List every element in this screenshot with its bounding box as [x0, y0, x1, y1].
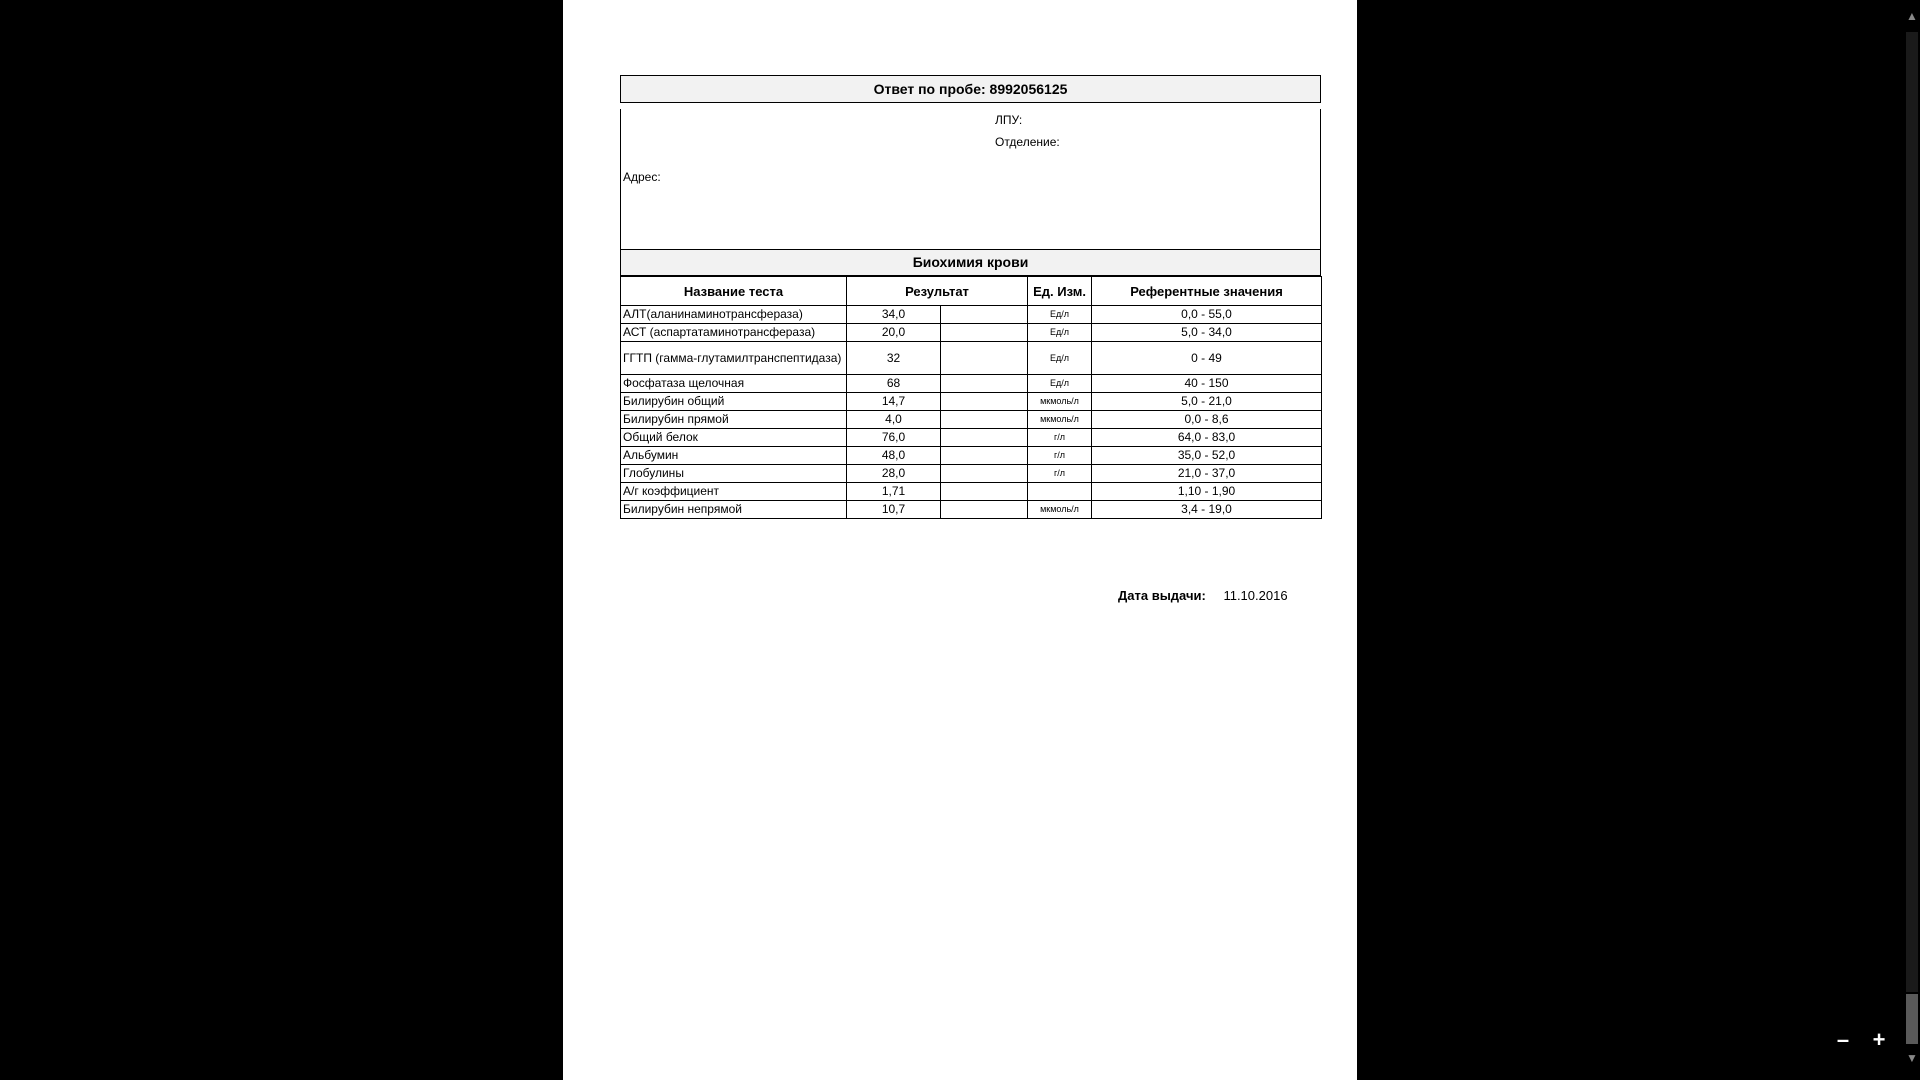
scrollbar-track[interactable]	[1906, 32, 1918, 992]
section-title: Биохимия крови	[620, 249, 1321, 276]
column-header-name: Название теста	[621, 277, 847, 306]
unit-cell: г/л	[1028, 429, 1092, 447]
result-flag-cell	[941, 411, 1028, 429]
reference-range-cell: 40 - 150	[1092, 375, 1322, 393]
test-name-cell: Глобулины	[621, 465, 847, 483]
reference-range-cell: 1,10 - 1,90	[1092, 483, 1322, 501]
result-flag-cell	[941, 483, 1028, 501]
test-name-cell: ГГТП (гамма-глутамилтранспептидаза)	[621, 342, 847, 375]
test-name-cell: Фосфатаза щелочная	[621, 375, 847, 393]
issue-date-label: Дата выдачи:	[1118, 588, 1206, 603]
result-flag-cell	[941, 393, 1028, 411]
zoom-out-button[interactable]: –	[1836, 1027, 1850, 1052]
table-row	[621, 447, 1322, 465]
column-header-result: Результат	[847, 277, 1028, 306]
table-row	[621, 483, 1322, 501]
result-value-cell: 68	[847, 375, 941, 393]
lpu-label: ЛПУ:	[995, 113, 1023, 127]
table-row	[621, 429, 1322, 447]
test-name-cell: АСТ (аспартатаминотрансфераза)	[621, 324, 847, 342]
result-value-cell: 14,7	[847, 393, 941, 411]
column-header-unit: Ед. Изм.	[1028, 277, 1092, 306]
reference-range-cell: 5,0 - 34,0	[1092, 324, 1322, 342]
result-flag-cell	[941, 447, 1028, 465]
result-value-cell: 32	[847, 342, 941, 375]
table-header-row	[621, 277, 1322, 306]
test-name-cell: Билирубин общий	[621, 393, 847, 411]
reference-range-cell: 5,0 - 21,0	[1092, 393, 1322, 411]
patient-info-box	[620, 109, 1321, 249]
result-value-cell: 48,0	[847, 447, 941, 465]
result-flag-cell	[941, 429, 1028, 447]
result-value-cell: 34,0	[847, 306, 941, 324]
table-row	[621, 306, 1322, 324]
zoom-in-button[interactable]: +	[1872, 1027, 1886, 1052]
test-name-cell: Альбумин	[621, 447, 847, 465]
result-value-cell: 28,0	[847, 465, 941, 483]
reference-range-cell: 0 - 49	[1092, 342, 1322, 375]
report-title: Ответ по пробе: 8992056125	[620, 75, 1321, 103]
test-name-cell: Общий белок	[621, 429, 847, 447]
unit-cell: Ед/л	[1028, 375, 1092, 393]
table-row	[621, 465, 1322, 483]
issue-date-block	[1118, 588, 1288, 603]
department-label: Отделение:	[995, 135, 1060, 149]
unit-cell: Ед/л	[1028, 306, 1092, 324]
unit-cell: Ед/л	[1028, 342, 1092, 375]
unit-cell: г/л	[1028, 465, 1092, 483]
reference-range-cell: 21,0 - 37,0	[1092, 465, 1322, 483]
address-label: Адрес:	[623, 170, 661, 184]
lab-report	[620, 75, 1321, 519]
results-table	[620, 276, 1322, 519]
unit-cell: Ед/л	[1028, 324, 1092, 342]
result-flag-cell	[941, 465, 1028, 483]
test-name-cell: Билирубин непрямой	[621, 501, 847, 519]
unit-cell: г/л	[1028, 447, 1092, 465]
column-header-reference: Референтные значения	[1092, 277, 1322, 306]
document-page	[563, 0, 1357, 1080]
table-row	[621, 342, 1322, 375]
table-row	[621, 411, 1322, 429]
unit-cell	[1028, 483, 1092, 501]
result-flag-cell	[941, 501, 1028, 519]
result-flag-cell	[941, 342, 1028, 375]
table-row	[621, 501, 1322, 519]
result-value-cell: 20,0	[847, 324, 941, 342]
vertical-scrollbar[interactable]	[1904, 0, 1920, 1080]
reference-range-cell: 0,0 - 55,0	[1092, 306, 1322, 324]
test-name-cell: АЛТ(аланинаминотрансфераза)	[621, 306, 847, 324]
result-value-cell: 76,0	[847, 429, 941, 447]
result-flag-cell	[941, 306, 1028, 324]
chevron-down-icon[interactable]: ▼	[1906, 1051, 1918, 1065]
unit-cell: мкмоль/л	[1028, 501, 1092, 519]
table-row	[621, 375, 1322, 393]
result-value-cell: 1,71	[847, 483, 941, 501]
result-value-cell: 10,7	[847, 501, 941, 519]
chevron-up-icon[interactable]: ▲	[1906, 9, 1918, 23]
result-flag-cell	[941, 375, 1028, 393]
reference-range-cell: 64,0 - 83,0	[1092, 429, 1322, 447]
scrollbar-thumb[interactable]	[1906, 994, 1918, 1044]
result-flag-cell	[941, 324, 1028, 342]
test-name-cell: А/г коэффициент	[621, 483, 847, 501]
reference-range-cell: 0,0 - 8,6	[1092, 411, 1322, 429]
reference-range-cell: 35,0 - 52,0	[1092, 447, 1322, 465]
reference-range-cell: 3,4 - 19,0	[1092, 501, 1322, 519]
unit-cell: мкмоль/л	[1028, 411, 1092, 429]
test-name-cell: Билирубин прямой	[621, 411, 847, 429]
table-row	[621, 393, 1322, 411]
unit-cell: мкмоль/л	[1028, 393, 1092, 411]
issue-date-value: 11.10.2016	[1223, 588, 1288, 603]
result-value-cell: 4,0	[847, 411, 941, 429]
table-row	[621, 324, 1322, 342]
results-body	[621, 306, 1322, 519]
